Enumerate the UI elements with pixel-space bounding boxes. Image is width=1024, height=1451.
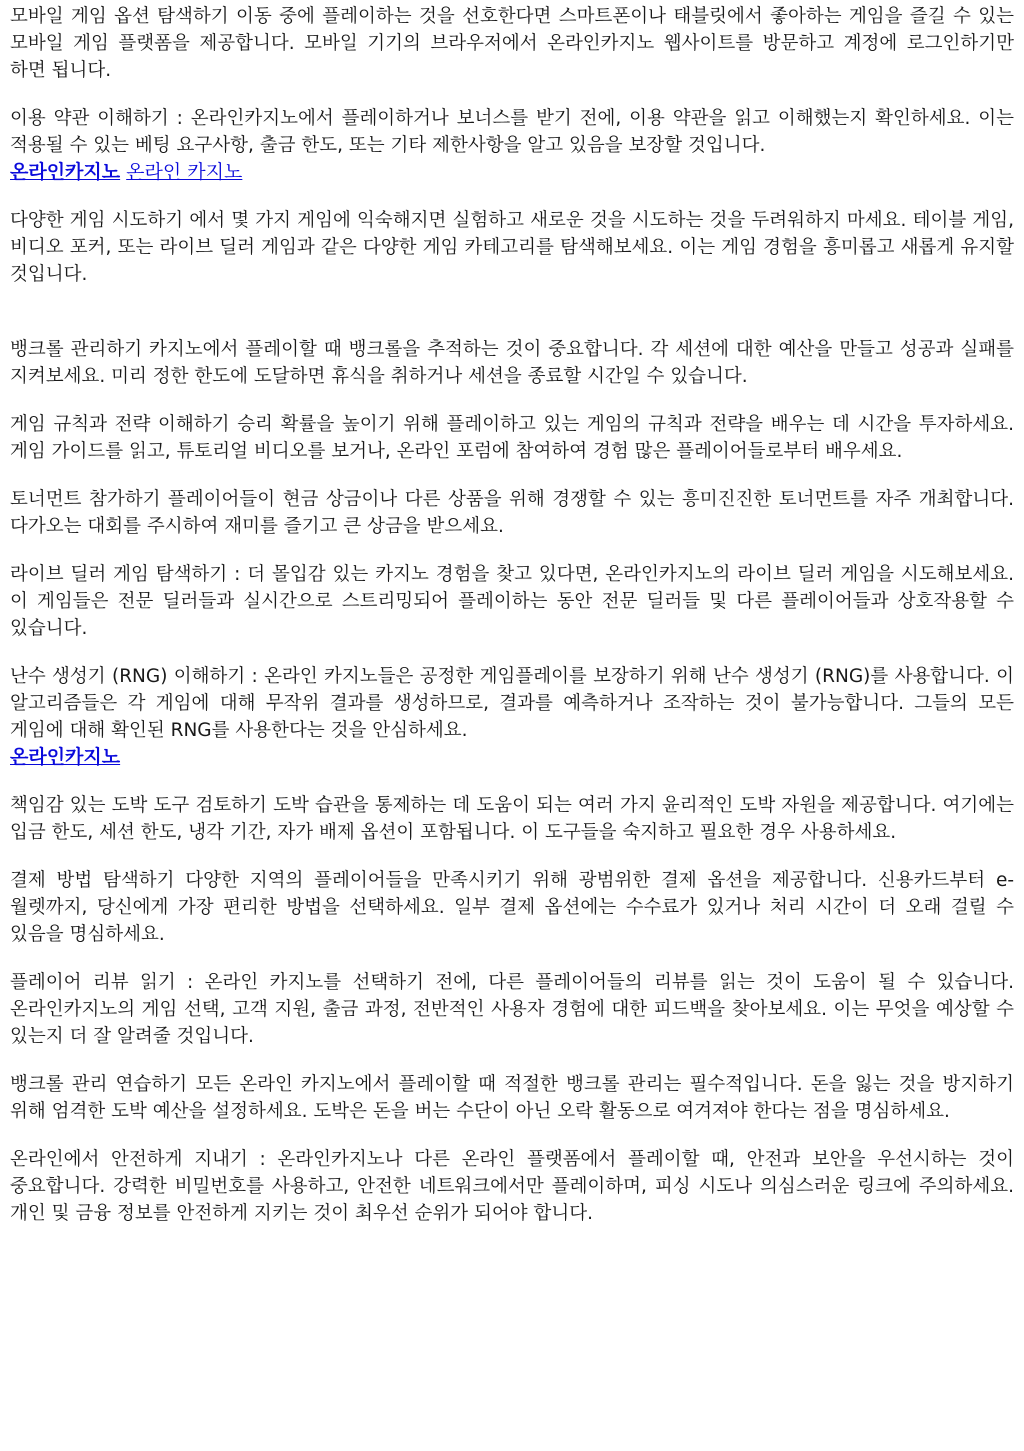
link-line-2 [10,744,1014,771]
paragraph-rules-strategy: 게임 규칙과 전략 이해하기 승리 확률을 높이기 위해 플레이하고 있는 게임의 규칙과 전략을 배우는 데 시간을 투자하세요. 게임 가이드를 읽고, 튜토리얼 비디오를 보거나, 온라인 포럼에 참여하여 경험 많은 플레이어들로부터 배우세요. [10,414,1014,462]
link-line-1 [10,159,1014,186]
online-casino-link-bold[interactable]: 온라인카지노 [10,161,121,183]
online-casino-link[interactable]: 온라인 카지노 [126,161,243,183]
paragraph-mobile-games: 모바일 게임 옵션 탐색하기 이동 중에 플레이하는 것을 선호한다면 스마트폰이나 태블릿에서 좋아하는 게임을 즐길 수 있는 모바일 게임 플랫폼을 제공합니다. 모바일 기기의 브라우저에서 온라인카지노 웹사이트를 방문하고 계정에 로그인하기만 하면 됩니다. [10,6,1014,81]
paragraph-try-games: 다양한 게임 시도하기 에서 몇 가지 게임에 익숙해지면 실험하고 새로운 것을 시도하는 것을 두려워하지 마세요. 테이블 게임, 비디오 포커, 또는 라이브 딜러 게임과 같은 다양한 게임 카테고리를 탐색해보세요. 이는 게임 경험을 흥미롭고 새롭게 유지할 것입니다. [10,210,1014,285]
document-page [0,3,1024,1227]
paragraph-bankroll-practice: 뱅크롤 관리 연습하기 모든 온라인 카지노에서 플레이할 때 적절한 뱅크롤 관리는 필수적입니다. 돈을 잃는 것을 방지하기 위해 엄격한 도박 예산을 설정하세요. 도박은 돈을 버는 수단이 아닌 오락 활동으로 여겨져야 한다는 점을 명심하세요. [10,1074,1014,1122]
paragraph-payment-methods: 결제 방법 탐색하기 다양한 지역의 플레이어들을 만족시키기 위해 광범위한 결제 옵션을 제공합니다. 신용카드부터 e-월렛까지, 당신에게 가장 편리한 방법을 선택하세요. 일부 결제 옵션에는 수수료가 있거나 처리 시간이 더 오래 걸릴 수 있음을 명심하세요. [10,870,1014,945]
paragraph-bankroll: 뱅크롤 관리하기 카지노에서 플레이할 때 뱅크롤을 추적하는 것이 중요합니다. 각 세션에 대한 예산을 만들고 성공과 실패를 지켜보세요. 미리 정한 한도에 도달하면 휴식을 취하거나 세션을 종료할 시간일 수 있습니다. [10,339,1014,387]
paragraph-online-safety: 온라인에서 안전하게 지내기 : 온라인카지노나 다른 온라인 플랫폼에서 플레이할 때, 안전과 보안을 우선시하는 것이 중요합니다. 강력한 비밀번호를 사용하고, 안전한 네트워크에서만 플레이하며, 피싱 시도나 의심스러운 링크에 주의하세요. 개인 및 금융 정보를 안전하게 지키는 것이 최우선 순위가 되어야 합니다. [10,1149,1014,1224]
online-casino-link-bold-2[interactable]: 온라인카지노 [10,746,121,768]
paragraph-responsible-gambling: 책임감 있는 도박 도구 검토하기 도박 습관을 통제하는 데 도움이 되는 여러 가지 윤리적인 도박 자원을 제공합니다. 여기에는 입금 한도, 세션 한도, 냉각 기간, 자가 배제 옵션이 포함됩니다. 이 도구들을 숙지하고 필요한 경우 사용하세요. [10,795,1014,843]
paragraph-player-reviews: 플레이어 리뷰 읽기 : 온라인 카지노를 선택하기 전에, 다른 플레이어들의 리뷰를 읽는 것이 도움이 될 수 있습니다. 온라인카지노의 게임 선택, 고객 지원, 출금 과정, 전반적인 사용자 경험에 대한 피드백을 찾아보세요. 이는 무엇을 예상할 수 있는지 더 잘 알려줄 것입니다. [10,972,1014,1047]
paragraph-terms: 이용 약관 이해하기 : 온라인카지노에서 플레이하거나 보너스를 받기 전에, 이용 약관을 읽고 이해했는지 확인하세요. 이는 적용될 수 있는 베팅 요구사항, 출금 한도, 또는 기타 제한사항을 알고 있음을 보장할 것입니다. [10,108,1014,156]
paragraph-live-dealer: 라이브 딜러 게임 탐색하기 : 더 몰입감 있는 카지노 경험을 찾고 있다면, 온라인카지노의 라이브 딜러 게임을 시도해보세요. 이 게임들은 전문 딜러들과 실시간으로 스트리밍되어 플레이하는 동안 전문 딜러들 및 다른 플레이어들과 상호작용할 수 있습니다. [10,564,1014,639]
paragraph-rng: 난수 생성기 (RNG) 이해하기 : 온라인 카지노들은 공정한 게임플레이를 보장하기 위해 난수 생성기 (RNG)를 사용합니다. 이 알고리즘들은 각 게임에 대해 무작위 결과를 생성하므로, 결과를 예측하거나 조작하는 것이 불가능합니다. 그들의 모든 게임에 대해 확인된 RNG를 사용한다는 것을 안심하세요. [10,666,1014,741]
paragraph-tournaments: 토너먼트 참가하기 플레이어들이 현금 상금이나 다른 상품을 위해 경쟁할 수 있는 흥미진진한 토너먼트를 자주 개최합니다. 다가오는 대회를 주시하여 재미를 즐기고 큰 상금을 받으세요. [10,489,1014,537]
